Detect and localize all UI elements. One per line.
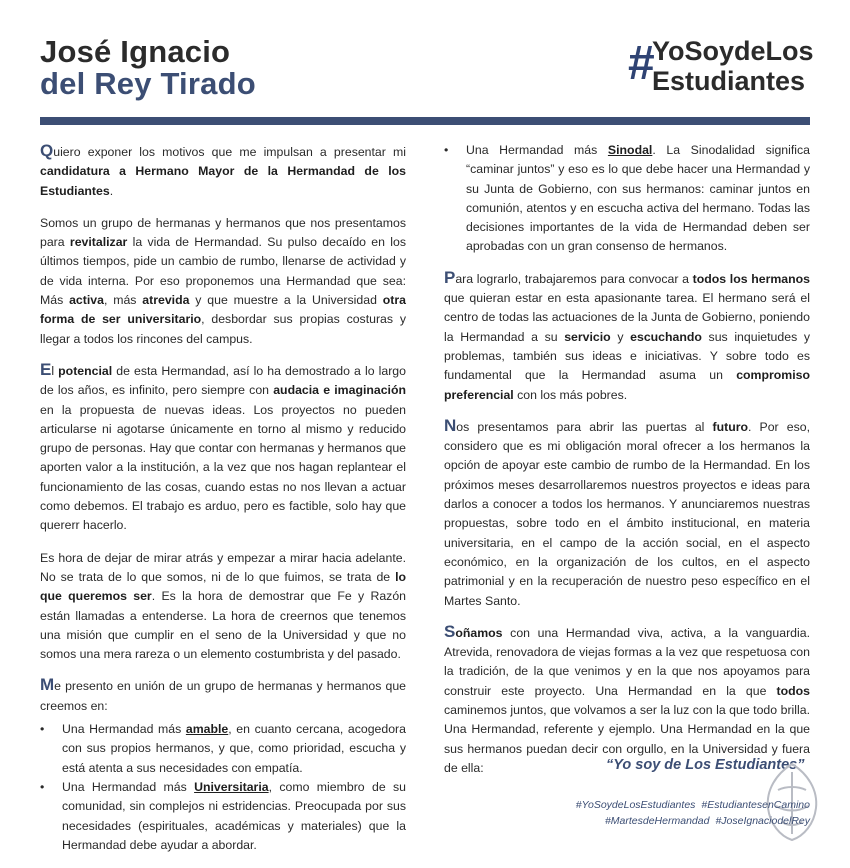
underlined-text: amable xyxy=(185,722,229,737)
right-column xyxy=(444,143,810,791)
left-column xyxy=(40,143,406,868)
text: Una Hermandad más xyxy=(62,722,186,737)
paragraph-future xyxy=(444,415,810,611)
text: con los más pobres. xyxy=(513,387,628,402)
text: Es hora de dejar de mirar atrás y empezar a mirar hacia adelante. No se trata de lo que somos, ni de lo que fuimos, se trata de xyxy=(40,550,406,584)
hashtag: #YoSoydeLosEstudiantes xyxy=(575,799,696,811)
text: . La Sinodalidad significa “caminar juntos” y eso es lo que debe hacer una Hermandad y su Junta de Gobierno, con sus hermanos: caminar juntos en comunión, atentos y en escucha activa del hermano. Todas las decisiones importantes de la vida de Hermandad deben ser aprobadas con un gran consenso de hermanos. xyxy=(466,143,811,254)
paragraph-intro xyxy=(40,143,406,201)
text: , más xyxy=(103,293,143,308)
paragraph-dream xyxy=(444,621,810,778)
bold-text: activa xyxy=(69,293,104,308)
hashtag: #EstudiantesenCamino xyxy=(701,799,810,811)
list-item xyxy=(40,778,406,855)
drop-cap: Q xyxy=(40,141,54,160)
bullet-icon: • xyxy=(444,143,449,157)
text: os presentamos para abrir las puertas al xyxy=(456,419,713,434)
bold-text: oñamos xyxy=(455,625,503,640)
text: sus inquietudes y problemas, también sus ideas e iniciativas. Y sobre todo es fundamental que la Hermandad asuma un xyxy=(444,329,811,383)
text: con una Hermandad viva, activa, a la vanguardia. Atrevida, renovadora de viejas formas a la vez que respetuosa con la tradición, de la que venimos y en la que nos apoyamos para construir este proyecto. Una Hermandad en la que xyxy=(444,625,810,698)
values-list-continued xyxy=(444,141,810,257)
drop-cap: P xyxy=(444,267,456,287)
candidate-name xyxy=(40,36,256,100)
hashtags-row-2 xyxy=(510,813,810,829)
name-line-2: del Rey Tirado xyxy=(40,66,256,101)
bold-text: audacia e imaginación xyxy=(273,383,407,398)
text: y xyxy=(610,329,631,344)
bold-text: escuchando xyxy=(630,329,702,344)
name-line-1: José Ignacio xyxy=(40,34,231,69)
text: Una Hermandad más xyxy=(62,779,195,794)
bold-text: todos los hermanos xyxy=(692,271,810,286)
drop-cap: N xyxy=(444,415,457,435)
paragraph-potential xyxy=(40,359,407,536)
text: en la propuesta de nuevas ideas. Los proyectos no pueden articularse ni agotarse únicamente en torno al mismo y reducido grupo de personas. Hay que contar con hermanas y hermanos que aporten valor a la institución, a la vez que nos hagan replantear el funcionamiento de las cosas, cuando estas no nos llevan a actuar como debemos. El trabajo es arduo, pero es factible, solo hay que quererr hacerlo. xyxy=(40,402,406,533)
bold-text: servicio xyxy=(564,329,611,344)
text: . xyxy=(109,183,114,198)
values-list xyxy=(40,720,406,855)
text: la vida de Hermandad. Su pulso decaído en los últimos tiempos, pide un cambio de rumbo, llenarse de actividad y de vida interna. Por eso proponemos una Hermandad que sea: Más xyxy=(40,235,406,308)
hash-symbol: # xyxy=(628,37,655,90)
header-divider xyxy=(40,117,810,125)
text: , en cuanto cercana, acogedora con sus propios hermanos, y que, como prioridad, escucha y está atenta a sus necesidades con empatía. xyxy=(62,722,406,775)
bold-text xyxy=(608,143,652,157)
hashtag-line-1: YoSoydeLos xyxy=(652,36,814,66)
text: uiero exponer los motivos que me impulsan a presentar mi xyxy=(53,145,406,159)
bullet-icon: • xyxy=(40,779,45,794)
campaign-hashtag-title xyxy=(628,36,814,100)
campaign-slogan: “Yo soy de Los Estudiantes” xyxy=(606,757,805,773)
list-item xyxy=(444,141,810,257)
paragraph-union xyxy=(40,677,406,716)
text: e presento en unión de un grupo de hermanas y hermanos que creemos en: xyxy=(40,679,406,713)
text: ara lograrlo, trabajaremos para convocar a xyxy=(455,271,693,286)
text: . Es la hora de demostrar que Fe y Razón están llamadas a entenderse. La hora de creernos que tenemos una misión que cumplir en el seno de la Universidad y que no somos una mera rareza o un elemento costumbrista y del pasado. xyxy=(40,589,406,662)
bold-text: potencial xyxy=(58,363,113,378)
drop-cap: S xyxy=(444,621,456,641)
drop-cap: M xyxy=(40,675,55,695)
underlined-text: Universitaria xyxy=(194,779,269,794)
bold-text xyxy=(186,722,228,736)
drop-cap: E xyxy=(40,359,52,379)
bold-text xyxy=(194,780,269,794)
text: , desbordar sus propias costuras y llegar a todos los rincones del campus. xyxy=(40,312,406,346)
hashtag-line-2: Estudiantes xyxy=(652,66,806,96)
bold-text: compromiso preferencial xyxy=(444,368,810,402)
list-item xyxy=(40,720,406,778)
hashtag: #MartesdeHermandad xyxy=(604,815,710,827)
underlined-text: Sinodal xyxy=(607,143,653,157)
paragraph-achieve xyxy=(444,267,811,405)
text: de esta Hermandad, así lo ha demostrado a lo largo de los años, es infinito, pero siempre con xyxy=(40,363,406,398)
text: caminemos juntos, que volvamos a ser la luz con la que todo brilla. Una Hermandad, referente y ejemplo. Una Hermandad en la que sus hermanos puedan decir con orgullo, en la Universidad y fuera de ella: xyxy=(444,703,810,775)
bold-text: lo que queremos ser xyxy=(40,569,406,604)
text: Somos un grupo de hermanas y hermanos que nos presentamos para xyxy=(40,215,406,250)
bold-text: todos xyxy=(776,683,810,698)
bold-text: futuro xyxy=(712,419,749,434)
text: . Por eso, considero que es mi obligación moral ofrecer a los hermanos la opción de apoyar este cambio de rumbo de la Hermandad. En los próximos meses desarrollaremos nuestros proyectos e ideas para darlos a conocer a todos los hermanos. Y anunciaremos nuestras propuestas, sobre todo en el ámbito institucional, en materia universitaria, en el campo de la acción social, en el aspecto económico, en la organización de los cultos, en el aspecto patrimonial y en la recuperación de nuestro peso específico en el Martes Santo. xyxy=(444,419,810,608)
hashtag: #JoseIgnaciodelRey xyxy=(715,815,810,827)
hashtags-footer xyxy=(510,797,810,829)
text: , como miembro de su comunidad, sin complejos ni estridencias. Preocupada por sus necesidades (espirituales, académicas y materiales) que la Hermandad debe ayudar a abordar. xyxy=(62,779,406,852)
paragraph-group xyxy=(40,214,406,349)
paragraph-forward xyxy=(40,549,406,665)
bold-text: revitalizar xyxy=(69,235,128,250)
text: Una Hermandad más xyxy=(466,143,608,157)
bold-text: atrevida xyxy=(142,293,190,308)
text: y que muestre a la Universidad xyxy=(189,293,383,308)
bullet-icon: • xyxy=(40,722,45,737)
bold-text: candidatura a Hermano Mayor de la Hermandad de los Estudiantes xyxy=(40,164,406,198)
text: que quieran estar en esta apasionante tarea. El hermano será el centro de todas las actuaciones de la Junta de Gobierno, poniendo la Hermandad a su xyxy=(444,291,810,344)
bold-text: otra forma de ser universitario xyxy=(40,293,406,327)
text: l xyxy=(51,363,59,378)
hashtags-row-1 xyxy=(510,797,810,813)
